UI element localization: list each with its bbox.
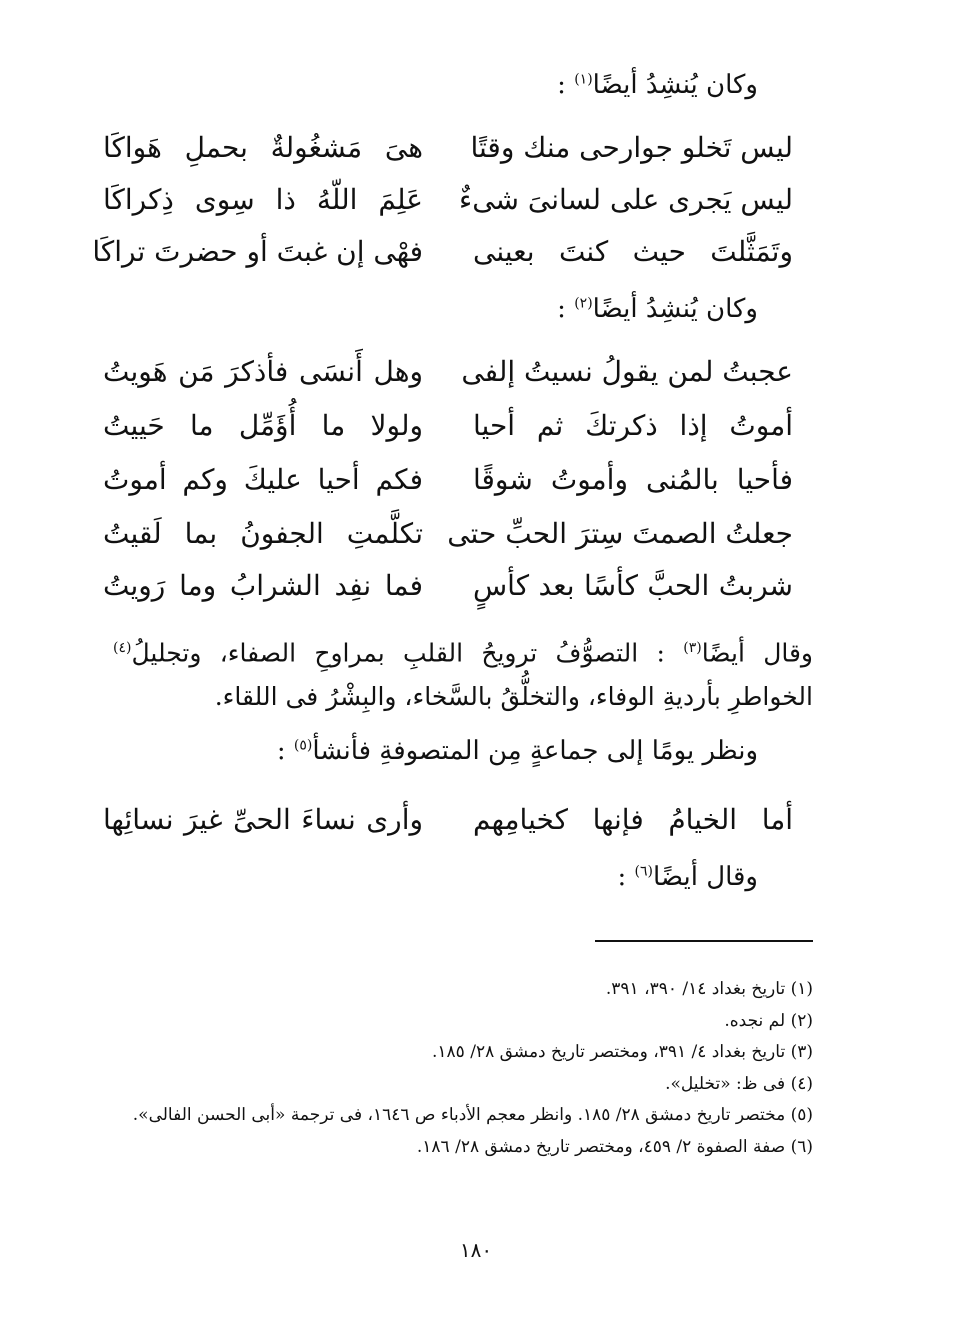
verse-line [103, 514, 793, 554]
first-hemistich: وتَمَثَّلتَ حيث كنتَ بعينى [473, 235, 793, 268]
first-hemistich: ليس يَجرى على لسانىَ شىءٌ [459, 183, 793, 216]
intro-colon: : [557, 294, 566, 324]
second-hemistich: ولولا ما أُؤَمِّل ما حَييتُ [103, 409, 423, 442]
first-hemistich: عجبتُ لمن يقولُ نسيتُ إلفى [461, 355, 793, 388]
footnote-ref[interactable]: (٥) [293, 737, 313, 754]
footnote-ref[interactable]: (١) [574, 71, 593, 88]
prose-part: وقال أيضًا [701, 638, 813, 668]
verse-intro-2 [557, 296, 758, 322]
footnotes [103, 974, 813, 1163]
intro-colon: : [276, 736, 286, 766]
second-hemistich: وهل أَنسَى فأذكرَ مَن هَويتُ [103, 355, 423, 388]
verse-line [103, 180, 793, 220]
intro-text: ونظر يومًا إلى جماعةٍ مِن المتصوفةِ فأنشأ [312, 736, 758, 766]
first-hemistich: ليس تَخلو جوارحى منك وقتًا [470, 131, 793, 164]
second-hemistich: فكم أحيا عليكَ وكم أموتُ [103, 463, 423, 496]
verse-line [103, 566, 793, 606]
second-hemistich: تكلَّمتِ الجفونُ بما لَقيتُ [103, 517, 423, 550]
first-hemistich: فأحيا بالمُنى وأموتُ شوقًا [473, 463, 793, 496]
second-hemistich: فهْى إن غبتَ أو حضرتَ تراكَا [92, 235, 423, 268]
footnote-ref[interactable]: (٤) [113, 640, 132, 656]
intro-text: وقال أيضًا [653, 862, 758, 892]
footnote-ref[interactable]: (٢) [574, 295, 593, 312]
second-hemistich: فما نفِد الشرابُ وما رَويتُ [103, 569, 423, 602]
footnote: (٦) صفة الصفوة ٢/ ٤٥٩، ومختصر تاريخ دمشق ٢٨/ ١٨٦. [416, 1136, 813, 1157]
first-hemistich: جعلتُ الصمتَ سِترَ الحبِّ حتى [447, 517, 793, 550]
verse-intro-1 [557, 72, 758, 98]
footnote-ref[interactable]: (٦) [634, 863, 653, 880]
footnote-ref[interactable]: (٣) [683, 640, 702, 656]
footnote: (٣) تاريخ بغداد ٤/ ٣٩١، ومختصر تاريخ دمشق ٢٨/ ١٨٥. [431, 1042, 813, 1062]
verse-line [103, 128, 793, 168]
intro-text: وكان يُنشِدُ أيضًا [592, 70, 758, 100]
footnote-divider [595, 940, 813, 942]
first-hemistich: أما الخيامُ فإنها كخيامِهم [473, 803, 793, 836]
page-number: ١٨٠ [459, 1238, 493, 1262]
intro-colon: : [617, 862, 627, 892]
prose-part: الخواطرِ بأرديةِ الوفاء، والتخلُّقُ بالسَّخاء، والبِشْرُ فى اللقاء. [214, 682, 813, 712]
intro-text: وكان يُنشِدُ أيضًا [592, 294, 758, 324]
first-hemistich: أموتُ إذا ذكرتكَ ثم أحيا [473, 409, 793, 442]
second-hemistich: هىَ مَشغُولةٌ بحملِ هَواكَا [103, 131, 423, 164]
second-hemistich: عَلِمَ اللّهُ ذا سِوى ذِكراكَا [103, 183, 423, 216]
footnote: (٢) لم نجده. [724, 1010, 813, 1031]
footnote: (٤) فى ظ: «تخليل». [665, 1073, 813, 1094]
prose-part: : التصوُّفُ ترويحُ القلبِ بمراوحِ الصفاء، وتجليلُ [131, 638, 684, 668]
verse-line [103, 352, 793, 392]
verse-intro-3 [277, 738, 758, 764]
second-hemistich: وأرى نساءَ الحىِّ غيرَ نسائِها [103, 803, 423, 836]
verse-line [103, 406, 793, 446]
prose-paragraph [113, 626, 813, 719]
verse-line [103, 460, 793, 500]
footnote: (٥) مختصر تاريخ دمشق ٢٨/ ١٨٥. وانظر معجم الأدباء ص ١٦٤٦، فى ترجمة «أبى الحسن الفالى». [132, 1105, 813, 1125]
intro-colon: : [557, 70, 566, 100]
verse-line [92, 232, 793, 272]
verse-intro-4 [618, 864, 759, 890]
first-hemistich: شربتُ الحبَّ كأسًا بعد كأسٍ [473, 569, 793, 602]
footnote: (١) تاريخ بغداد ١٤/ ٣٩٠، ٣٩١. [605, 979, 813, 999]
verse-line [103, 800, 793, 840]
